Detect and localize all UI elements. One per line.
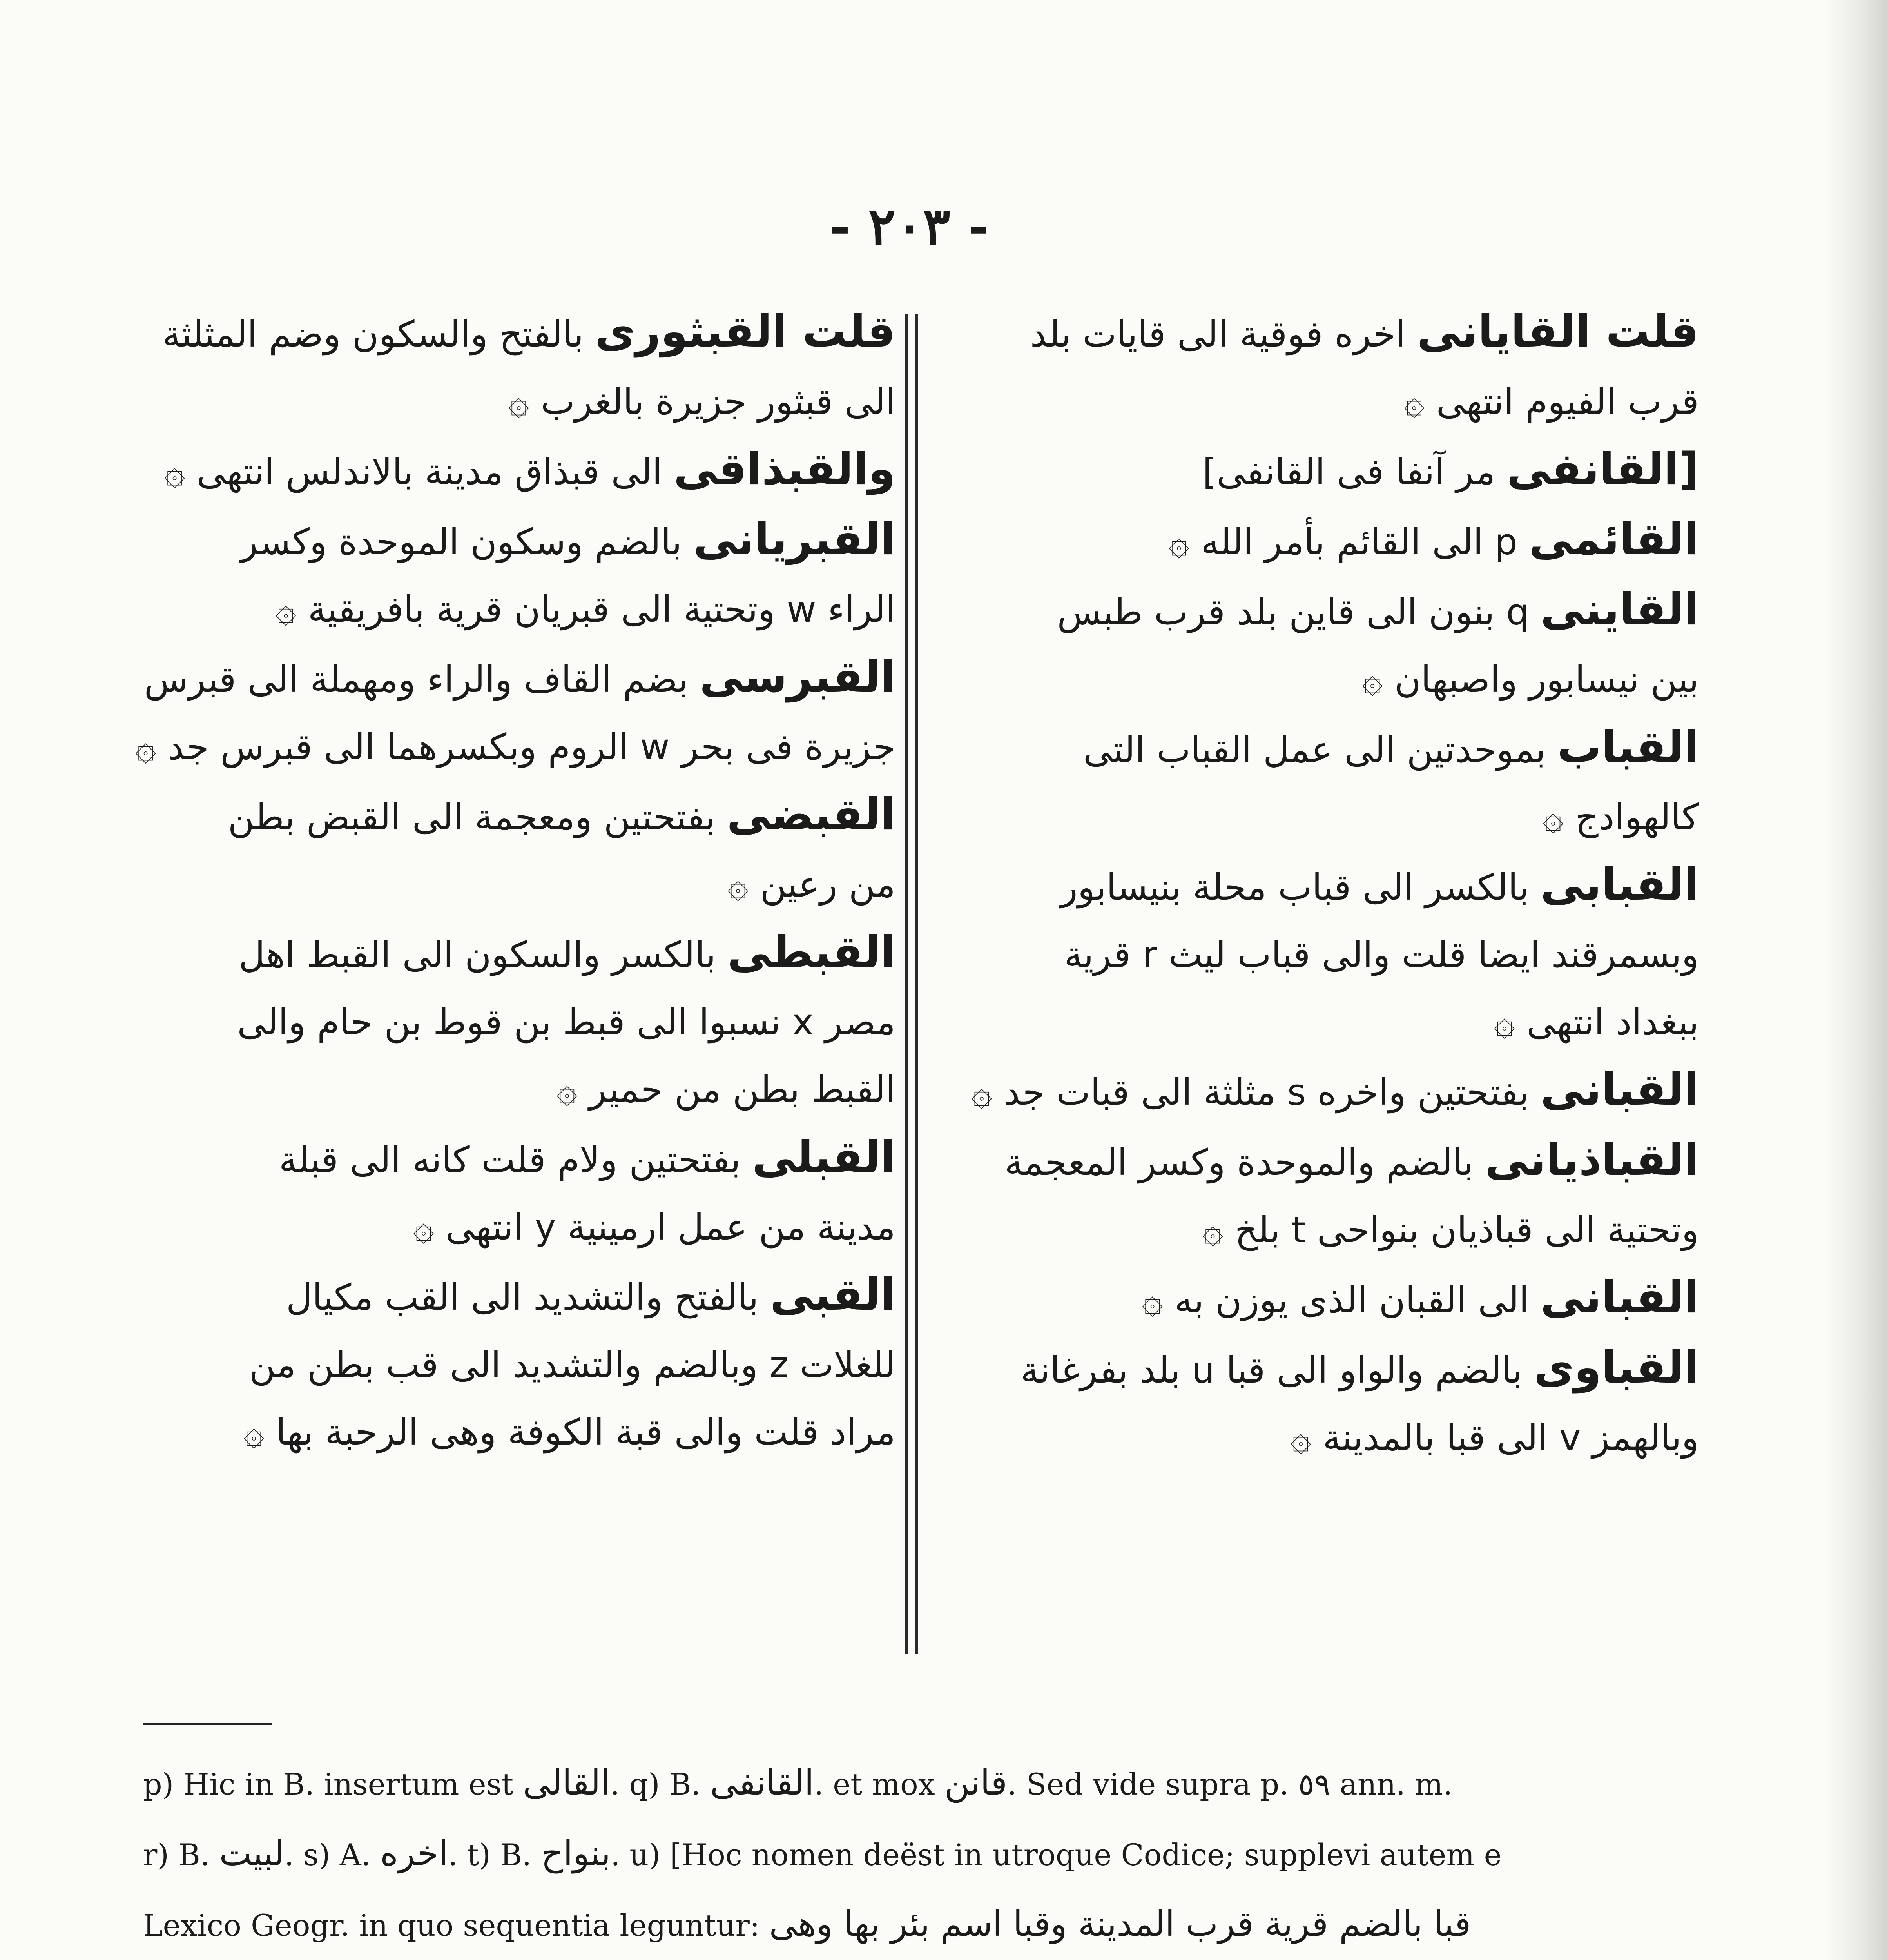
footnote-arabic: بنواح [541,1833,611,1873]
entry-headword: القبرسى [700,652,895,702]
entry-line [135,1331,895,1399]
footnote-text: . u) [Hoc nomen deëst in utroque Codice; supplevi autem e [611,1837,1502,1872]
entry-line [135,713,895,781]
footnote-line [143,1819,1656,1889]
entry-headword: القبانى [1540,1272,1699,1323]
entry-headword: القبانى [1540,1064,1699,1115]
entry-text: بالضم والواو الى قبا u بلد بفرغانة [1021,1349,1534,1391]
entry-text: الى قبثور جزيرة بالغرب ۞ [508,381,895,423]
footnote-text: p) Hic in B. insertum est [143,1767,523,1802]
entry-line [135,1056,895,1123]
entry-line [939,368,1699,436]
footnote-arabic: القالى [523,1762,611,1803]
entry-line [939,1334,1699,1404]
entry-text: اخره فوقية الى قايات بلد [1030,313,1417,355]
entry-line [135,1261,895,1331]
footnote-text: . et mox [814,1767,944,1802]
entry-line [939,298,1699,368]
entry-line [135,851,895,918]
entry-text: وتحتية الى قباذيان بنواحى t بلخ ۞ [1202,1209,1699,1251]
footnotes [143,1748,1656,1960]
entry-line [939,921,1699,989]
entry-line [939,989,1699,1056]
entry-line [939,1126,1699,1196]
entry-headword: القبريانى [693,514,895,565]
footnote-arabic: القانفى [710,1762,814,1803]
footnote-text: . t) B. [448,1837,541,1872]
entry-text: ببغداد انتهى ۞ [1494,1001,1699,1043]
entry-line [939,1056,1699,1126]
entry-line [939,1404,1699,1472]
footnote-text: r) B. [143,1837,219,1872]
entry-line [135,1194,895,1261]
entry-line [939,576,1699,646]
entry-text: وبالهمز v الى قبا بالمدينة ۞ [1290,1417,1699,1459]
entry-text: مر آنفا فى القانفى] [1202,451,1507,493]
entry-text: بالكسر والسكون الى القبط اهل [239,934,727,976]
column-divider [905,314,908,1654]
entry-text: مصر x نسبوا الى قبط بن قوط بن حام والى [237,1001,895,1043]
right-column [939,298,1699,1693]
entry-text: بفتحتين ولام قلت كانه الى قبلة [279,1139,752,1181]
entry-headword: القباب [1557,722,1699,773]
page-number: - ٢٠٣ - [829,196,989,256]
entry-text: بالضم والموحدة وكسر المعجمة [1004,1142,1485,1183]
footnote-text: . q) B. [610,1767,710,1802]
entry-headword: القاينى [1540,584,1699,635]
entry-text: القبط بطن من حمير ۞ [556,1069,895,1111]
entry-text: بموحدتين الى عمل القباب التى [1083,729,1557,771]
entry-text: كالهوادج ۞ [1543,796,1699,838]
entry-text: بين نيسابور واصبهان ۞ [1362,659,1699,701]
entry-text: الى القبان الذى يوزن به ۞ [1142,1279,1541,1321]
entry-line [135,989,895,1056]
entry-headword: القبى [770,1269,895,1320]
entry-text: وبسمرقند ايضا قلت والى قباب ليث r قرية [1064,934,1699,976]
entry-text: من رعين ۞ [727,864,895,906]
entry-headword: والقبذاقى [673,444,895,495]
page-edge-shadow [1824,0,1887,1960]
footnote-text: . Sed vide supra p. ٥٩ ann. m. [1007,1767,1453,1802]
entry-line [939,784,1699,851]
entry-line [135,298,895,368]
entry-text: مراد قلت والى قبة الكوفة وهى الرحبة بها ۞ [243,1411,895,1453]
entry-line [135,1399,895,1466]
entry-headword: القباذيانى [1485,1134,1699,1185]
entry-line [939,1196,1699,1264]
footnote-rule [143,1723,272,1725]
entry-line [939,506,1699,576]
column-divider [915,314,918,1654]
footnote-text: Lexico Geogr. in quo sequentia leguntur: [143,1908,769,1943]
entry-line [135,1123,895,1194]
entry-text: بفتحتين ومعجمة الى القبض بطن [228,796,727,838]
footnote-line [143,1748,1656,1819]
entry-headword: القبضى [727,789,895,840]
footnote-arabic: اخره [380,1833,448,1873]
entry-line [939,436,1699,506]
entry-line [135,576,895,643]
entry-text: بالكسر الى قباب محلة بنيسابور [1060,866,1541,908]
entry-line [939,713,1699,784]
entry-text: الى قبذاق مدينة بالاندلس انتهى ۞ [164,451,674,493]
footnote-arabic: قبا بالضم قرية قرب المدينة وقبا اسم بئر بها وهى [769,1904,1471,1944]
footnote-text: . s) A. [284,1837,380,1872]
entry-line [939,646,1699,713]
entry-headword: القائمى [1529,514,1699,565]
footnote-arabic: لبيت [219,1833,285,1873]
entry-text: جزيرة فى بحر w الروم وبكسرهما الى قبرس جد ۞ [135,726,895,768]
entry-text: q بنون الى قاين بلد قرب طبس [1057,591,1541,633]
entry-text: p الى القائم بأمر الله ۞ [1168,521,1529,563]
entry-headword: [القانفى [1506,444,1699,495]
entry-line [939,1264,1699,1334]
entry-line [135,918,895,989]
entry-line [135,436,895,506]
entry-text: للغلات z وبالضم والتشديد الى قب بطن من [249,1344,895,1386]
entry-line [135,506,895,576]
entry-headword: القبلى [752,1132,895,1183]
entry-headword: القباوى [1534,1342,1699,1393]
entry-headword: القبابى [1540,859,1699,910]
entry-headword: قلت القبثورى [595,306,895,357]
entry-line [135,643,895,713]
entry-line [135,781,895,851]
entry-text: بفتحتين واخره s مثلثة الى قبات جد ۞ [971,1071,1541,1113]
footnote-arabic: قانن [944,1762,1008,1803]
entry-text: بالفتح والتشديد الى القب مكيال [286,1276,770,1318]
entry-text: الراء w وتحتية الى قبريان قرية بافريقية ۞ [275,588,895,630]
entry-headword: القبطى [727,927,895,978]
entry-line [135,368,895,436]
entry-text: قرب الفيوم انتهى ۞ [1403,381,1699,423]
entry-text: بضم القاف والراء ومهملة الى قبرس [144,659,700,701]
footnote-line [143,1889,1656,1960]
entry-text: بالفتح والسكون وضم المثلثة [162,313,595,355]
entry-text: بالضم وسكون الموحدة وكسر [240,521,694,563]
entry-text: مدينة من عمل ارمينية y انتهى ۞ [413,1206,895,1248]
entry-line [939,851,1699,921]
entry-headword: قلت القايانى [1417,306,1699,357]
left-column [135,298,895,1693]
